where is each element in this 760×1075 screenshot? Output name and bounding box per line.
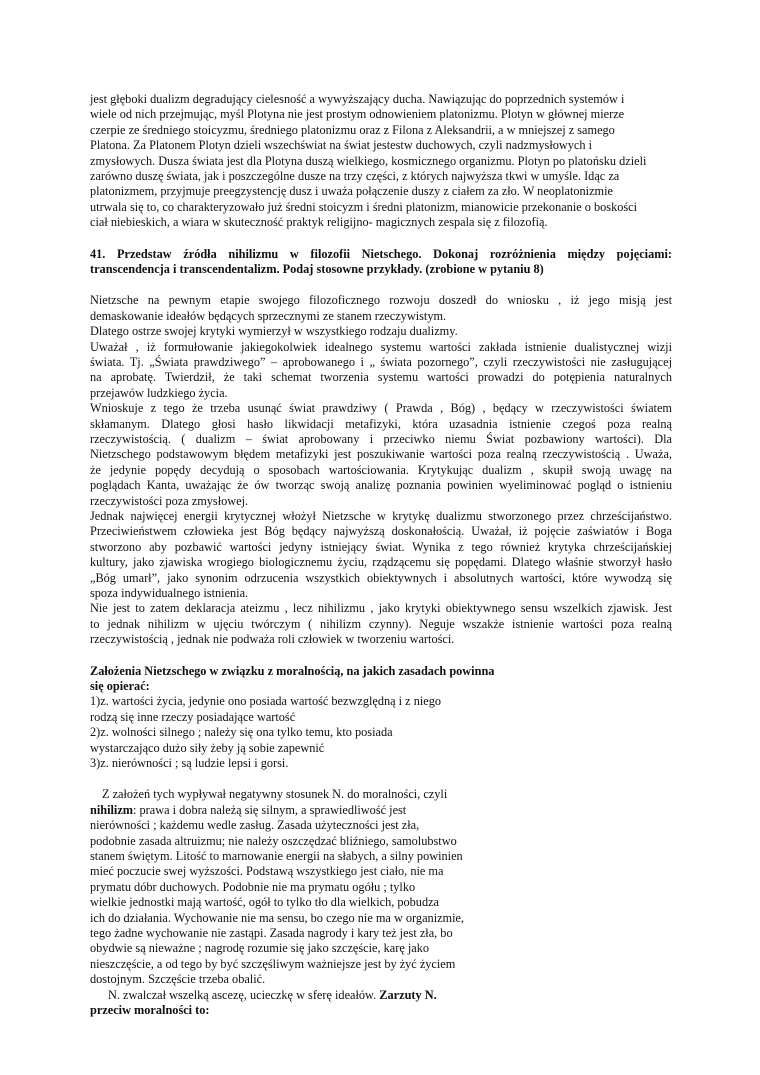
text-line: zarówno duszę świata, jak i poszczególne dusze na trzy części, z których najwyższa tkwi w umyśle. Idąc za (90, 169, 620, 184)
text-line: Uważał , iż formułowanie jakiegokolwiek idealnego systemu wartości zakłada istnienie dualistycznej wizji (90, 339, 672, 354)
text-line: rzeczywistością. ( dualizm – świat aprobowany i przeciwko niemu Świat pozbawiony wartości). Dla (90, 432, 672, 447)
text-line: nihilizm: prawa i dobra należą się silnym, a sprawiedliwość jest (90, 802, 407, 817)
text-line: jest głęboki dualizm degradujący cielesność a wywyższający ducha. Nawiązując do poprzednich systemów i (90, 92, 625, 106)
objections-heading: Zarzuty N. (379, 987, 437, 1002)
text-line: Przeciwieństwem człowieka jest Bóg będący najwyższą doskonałością. Uważał, iż pojęcie zaświatów i Boga (90, 524, 672, 539)
list-item: 3)z. nierówności ; są ludzie lepsi i gorsi. (90, 755, 289, 770)
nihilism-term: nihilizm (90, 802, 134, 817)
text-line: mieć poczucie swej wyższości. Podstawą wszystkiego jest ciało, nie ma (90, 864, 444, 879)
text-line: tego żadne wychowanie nie zastąpi. Zasada nagrody i kary też jest zła, bo (90, 926, 453, 941)
text-line: rzeczywistością , jednak nie podważa roli człowiek w tworzeniu wartości. (90, 632, 455, 647)
text-line: N. zwalczał wszelką ascezę, ucieczkę w sferę ideałów. Zarzuty N. (108, 987, 437, 1002)
text-line: na aprobatę. Twierdził, że taki schemat tworzenia systemu wartości prowadzi do potępienia naturalnych (90, 370, 672, 385)
text-line: podobnie zasada altruizmu; nie należy oszczędzać bliźniego, samolubstwo (90, 833, 457, 848)
text-line: nierówności ; każdemu wedle zasług. Zasada użyteczności jest zła, (90, 818, 420, 833)
text-line: prymatu dóbr duchowych. Podobnie nie ma prymatu ogółu ; tylko (90, 879, 416, 894)
text-line: transcendencja i transcendentalizm. Podaj stosowne przykłady. (zrobione w pytaniu 8) (90, 262, 544, 277)
text-line: obydwie są nieważne ; nagrodę rozumie się jako szczęście, karę jako (90, 941, 430, 956)
text-line: Nietzsche na pewnym etapie swojego filozoficznego rozwoju doszedł do wniosku , iż jego misją jest (90, 293, 672, 308)
text-line: Platona. Za Platonem Plotyn dzieli wszechświat na świat jestestw duchowych, czyli nadzmysłowych i (90, 138, 593, 153)
assumptions-list (90, 694, 672, 771)
text-line: że jedynie popędy decydują o sposobach wartościowania. Krytykując dualizm , skupił swoją uwagę na (90, 462, 672, 477)
text-line: to jednak nihilizm w ujęciu twórczym ( nihilizm czynny). Neguje wszakże istnienie wartości poza realną (90, 616, 672, 631)
text-line: ciał niebieskich, a wiara w skuteczność praktyk religijno- magicznych zespala się z filozofią. (90, 215, 548, 230)
text-line: dostojnym. Szczęście trzeba obalić. (90, 972, 266, 987)
text-line: ich do działania. Wychowanie nie ma sensu, bo czego nie ma w organizmie, (90, 910, 465, 925)
text-line: Dlatego ostrze swojej krytyki wymierzył w wszystkiego rodzaju dualizmy. (90, 324, 458, 339)
text-line: stworzono aby pozbawić wartości jedyny istniejący świat. Wynika z tego również krytyka chrześcijańskiej (90, 539, 672, 554)
text-line: kultury, jako zjawiska wrogiego biologicznemu życiu, rządzącemu się popędami. Dlatego właśnie stworzył hasło (90, 555, 672, 570)
text-line: 41. Przedstaw źródła nihilizmu w filozofii Nietschego. Dokonaj rozróżnienia między pojęciami: (90, 246, 672, 261)
text-line: wielkie jednostki mają wartość, ogół to tylko tło dla wielkich, pobudza (90, 895, 440, 910)
text-line: demaskowanie ideałów będących sprzecznymi ze stanem rzeczywistym. (90, 308, 447, 323)
question-41-heading (90, 247, 672, 278)
text-line: poglądach Kanta, uważając że ów tworząc swoją analizę poznania powinien wyeliminować pogląd o istnieniu (90, 478, 672, 493)
text-line: czerpie ze średniego stoicyzmu, średniego platonizmu oraz z Filona z Aleksandrii, a w mniejszej z samego (90, 122, 615, 137)
text-line: platonizmem, przyjmuje preegzystencję dusz i uważa połączenie duszy z ciałem za zło. W neoplatonizmie (90, 184, 613, 199)
paragraph-nietzsche-nihilism (90, 293, 672, 647)
text-line: nieszczęście, a od tego by być szczęśliwym ważniejsze jest by żyć życiem (90, 956, 456, 971)
text-line: wiele od nich przejmując, myśl Plotyna nie jest prostym odnowieniem platonizmu. Plotyn w głównej mierze (90, 107, 625, 122)
text-line: Założenia Nietzschego w związku z moralnością, na jakich zasadach powinna (90, 663, 495, 678)
list-item: 2)z. wolności silnego ; należy się ona tylko temu, kto posiada (90, 725, 393, 740)
text-line: świata. Tj. „Świata prawdziwego” – aprobowanego i „ świata pozornego”, czyli rzeczywistości nie zasługującej (90, 355, 672, 370)
text-line: rzeczywistości poza zmysłowej. (90, 493, 249, 508)
text-line: Nietzschego podstawowym błędem metafizyki jest poszukiwanie wartości poza realną rzeczywistością . Uważa, (90, 447, 672, 462)
text-line: Z założeń tych wypływał negatywny stosunek N. do moralności, czyli (102, 787, 448, 802)
text-line: utrwala się to, co charakteryzowało już średni stoicyzm i średni platonizm, mianowicie przekonanie o boskości (90, 199, 638, 214)
text-line: przejawów ludzkiego życia. (90, 385, 228, 400)
text-line: spoza indywidualnego istnienia. (90, 585, 249, 600)
text-line: „Bóg umarł”, jako synonim odrzucenia wszystkich obiektywnych i absolutnych wartości, które wywodzą się (90, 570, 672, 585)
list-item: rodzą się inne rzeczy posiadające wartość (90, 709, 296, 724)
morality-assumptions-heading (90, 664, 672, 695)
list-item: 1)z. wartości życia, jedynie ono posiada wartość bezwzględną i z niego (90, 694, 442, 709)
text-line: stanem świętym. Litość to marnowanie energii na słabych, a silny powinien (90, 849, 463, 863)
text-line: skłamanym. Dlatego głosi hasło likwidacji metafizyki, która uzasadnia istnienie czegoś poza realną (90, 416, 672, 431)
list-item: wystarczająco dużo siły żeby ją sobie zapewnić (90, 740, 325, 755)
text-line: się opierać: (90, 678, 150, 693)
paragraph-morality (90, 787, 672, 1018)
text-line: Wnioskuje z tego że trzeba usunąć świat prawdziwy ( Prawda , Bóg) , będący w rzeczywistości światem (90, 401, 672, 416)
paragraph-plotinus (90, 92, 672, 231)
text-line: zmysłowych. Dusza świata jest dla Plotyna duszą wielkiego, kosmicznego organizmu. Plotyn po platońsku dzieli (90, 153, 647, 168)
document-page (90, 92, 672, 1018)
text-line: Jednak najwięcej energii krytycznej włożył Nietzsche w krytykę dualizmu stworzonego przez chrześcijaństwo. (90, 508, 672, 523)
text-line: Nie jest to zatem deklaracja ateizmu , lecz nihilizmu , jako krytyki obiektywnego sensu wszelkich zjawisk. Jest (90, 601, 672, 616)
text-line: przeciw moralności to: (90, 1003, 210, 1018)
